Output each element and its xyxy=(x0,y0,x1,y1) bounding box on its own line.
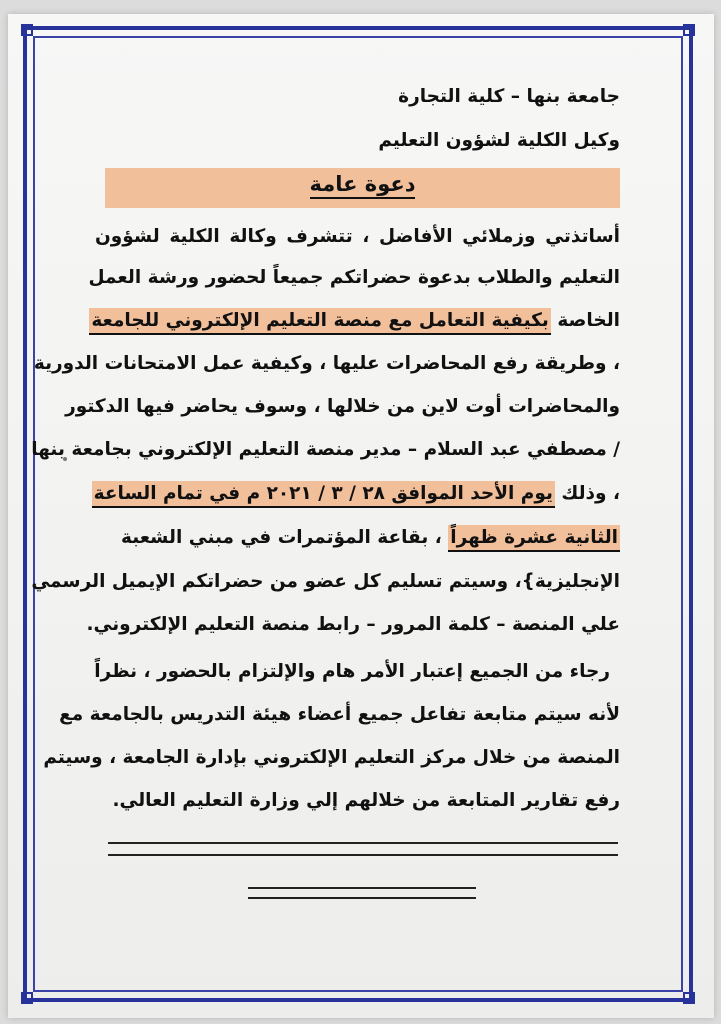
body-line: أساتذتي وزملائي الأفاضل ، تتشرف وكالة الكلية لشؤون xyxy=(95,226,620,247)
time-highlight: الثانية عشرة ظهراً xyxy=(448,525,620,552)
border-corner-ornament xyxy=(683,992,695,1004)
divider-rule xyxy=(248,887,476,889)
body-line: والمحاضرات أوت لاين من خلالها ، وسوف يحاضر فيها الدكتور xyxy=(65,396,620,417)
divider-rule xyxy=(108,854,618,856)
body-line-highlighted: الخاصة بكيفية التعامل مع منصة التعليم الإلكتروني للجامعة xyxy=(95,301,620,341)
divider-rule xyxy=(108,842,618,844)
invitation-title: دعوة عامة xyxy=(105,172,620,196)
university-name: جامعة بنها – كلية التجارة xyxy=(398,86,620,107)
divider-rule xyxy=(248,897,476,899)
body-line: علي المنصة – كلمة المرور – رابط منصة التعليم الإلكتروني. xyxy=(86,614,620,635)
title-banner xyxy=(105,168,620,208)
body-line: ، وطريقة رفع المحاضرات عليها ، وكيفية عمل الامتحانات الدورية xyxy=(33,353,620,374)
border-corner-ornament xyxy=(21,24,33,36)
body-line-highlighted: ، وذلك يوم الأحد الموافق ٢٨ / ٣ / ٢٠٢١ م في تمام الساعة xyxy=(95,474,620,514)
border-corner-ornament xyxy=(21,992,33,1004)
workshop-topic-highlight: بكيفية التعامل مع منصة التعليم الإلكتروني للجامعة xyxy=(89,308,551,335)
vice-dean-title: وكيل الكلية لشؤون التعليم xyxy=(378,130,620,151)
body-line: رجاء من الجميع إعتبار الأمر هام والإلتزام بالحضور ، نظراً xyxy=(94,661,610,682)
body-line: الإنجليزية}، وسيتم تسليم كل عضو من حضراتكم الإيميل الرسمي xyxy=(31,571,620,592)
body-line-highlighted: الثانية عشرة ظهراً ، بقاعة المؤتمرات في مبني الشعبة xyxy=(95,518,620,558)
body-line: رفع تقارير المتابعة من خلالهم إلي وزارة التعليم العالي. xyxy=(112,790,620,811)
date-highlight: يوم الأحد الموافق ٢٨ / ٣ / ٢٠٢١ م في تمام الساعة xyxy=(92,481,555,508)
border-corner-ornament xyxy=(683,24,695,36)
body-line: / مصطفي عبد السلام – مدير منصة التعليم الإلكتروني بجامعة بنها xyxy=(31,439,620,460)
body-line: المنصة من خلال مركز التعليم الإلكتروني بإدارة الجامعة ، وسيتم xyxy=(43,747,620,768)
body-line: التعليم والطلاب بدعوة حضراتكم جميعاً لحضور ورشة العمل xyxy=(88,267,620,288)
body-line: لأنه سيتم متابعة تفاعل جميع أعضاء هيئة التدريس بالجامعة مع xyxy=(59,704,620,725)
